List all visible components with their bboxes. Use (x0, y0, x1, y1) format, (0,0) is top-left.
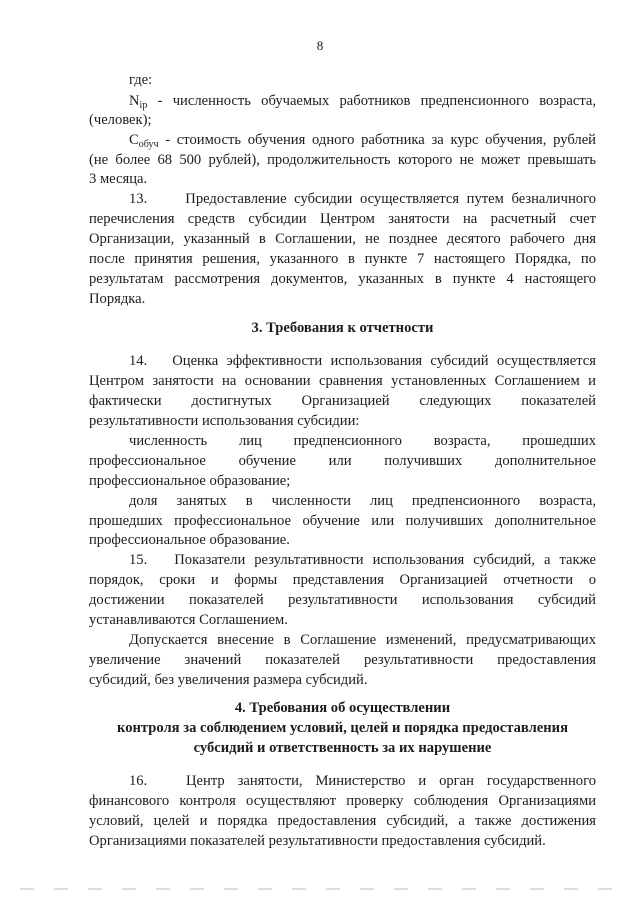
text-line: численность лиц предпенсионного возраста, прошедших (129, 433, 596, 449)
text-line: профессиональное обучение или получивших дополнительное (89, 453, 596, 469)
page-number: 8 (316, 38, 324, 53)
subscript: обуч (138, 139, 159, 150)
text-line: результатам рассмотрения документов, указанных в пункте 4 настоящего (89, 271, 596, 287)
text-line: субсидий, без увеличения размера субсидий. (89, 672, 368, 688)
text-line: устанавливаются Соглашением. (89, 612, 288, 628)
text-line: профессиональное образование. (89, 532, 290, 548)
text-fragment: С (129, 132, 139, 148)
scan-artifact-line (20, 888, 620, 890)
text-line: перечисления средств субсидии Центром занятости на расчетный счет (89, 211, 596, 227)
text-fragment: - стоимость обучения одного работника за курс обучения, рублей (158, 132, 596, 148)
text-line: результативности использования субсидии: (89, 413, 360, 429)
section-4-heading-line-3: субсидий и ответственность за их нарушение (193, 740, 492, 756)
formula-definition-n (129, 91, 596, 116)
text-line: профессиональное образование; (89, 473, 291, 489)
text-line: (человек); (89, 112, 152, 128)
text-line: где: (129, 72, 153, 88)
text-fragment: N (129, 93, 140, 109)
paragraph-13-start: 13. Предоставление субсидии осуществляется путем безналичного (129, 191, 596, 207)
section-4-heading-line-2: контроля за соблюдением условий, целей и порядка предоставления (116, 720, 568, 736)
text-line: 3 месяца. (89, 171, 148, 187)
text-line: увеличение значений показателей результативности предоставления (89, 652, 596, 668)
text-line: (не более 68 500 рублей), продолжительность которого не может превышать (89, 152, 596, 168)
text-line: Порядка. (89, 291, 146, 307)
text-line: условий, целей и порядка предоставления субсидий, а также достижения (89, 813, 596, 829)
subscript: ip (139, 100, 148, 111)
text-line: Допускается внесение в Соглашение изменений, предусматривающих (129, 632, 596, 648)
text-line: финансового контроля осуществляют проверку соблюдения Организациями (89, 793, 596, 809)
section-4-heading-line-1: 4. Требования об осуществлении (234, 700, 451, 716)
text-line: Организации, указанный в Соглашении, не позднее десятого рабочего дня (89, 231, 596, 247)
text-line: после принятия решения, указанного в пункте 7 настоящего Порядка, по (89, 251, 596, 267)
text-fragment: - численность обучаемых работников предпенсионного возраста, (147, 93, 596, 109)
text-line: прошедших профессиональное обучение или получивших дополнительное (89, 513, 596, 529)
text-line: достижении показателей результативности использования субсидий (89, 592, 596, 608)
section-3-heading: 3. Требования к отчетности (251, 320, 434, 336)
text-line: доля занятых в численности лиц предпенсионного возраста, (129, 493, 596, 509)
paragraph-16-start: 16. Центр занятости, Министерство и орган государственного (129, 773, 596, 789)
text-line: Организациями показателей результативности предоставления субсидий. (89, 833, 546, 849)
text-line: Центром занятости на основании сравнения установленных Соглашением и (89, 373, 596, 389)
text-line: порядок, сроки и формы представления Организацией отчетности о (89, 572, 596, 588)
paragraph-14-start: 14. Оценка эффективности использования субсидий осуществляется (129, 353, 596, 369)
paragraph-15-start: 15. Показатели результативности использования субсидий, а также (129, 552, 596, 568)
text-line: фактически достигнутых Организацией следующих показателей (89, 393, 596, 409)
